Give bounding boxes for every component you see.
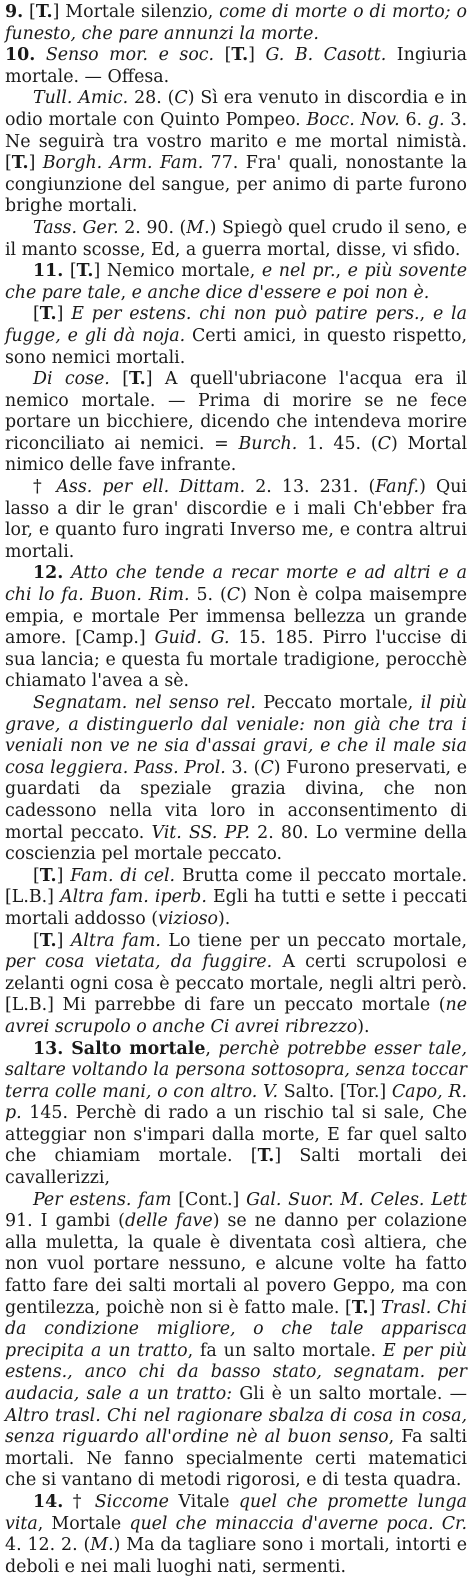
entry-11: 11. [T.] Nemico mortale, e nel pr., e più sovente che pare tale, e anche dice d'essere e poi non è. (5, 261, 468, 303)
entry-14: 14. † Siccome Vitale quel che promette lunga vita, Mortale quel che minaccia d'averne poca. Cr. 4. 12. 2. (M.) Ma da tagliare sono i mortali, intorti e deboli e nei mali luoghi nati, sermenti. (5, 1491, 467, 1577)
entry-10-citation-tass: Tass. Ger. 2. 90. (M.) Spiegò quel crudo il seno, e il manto scosse, Ed, a guerra mortal, disse, vi sfido. (5, 217, 468, 260)
entry-10: 10. Senso mor. e soc. [T.] G. B. Casott. Ingiuria mortale. — Offesa. (5, 45, 467, 87)
entry-11-di-cose: Di cose. [T.] A quell'ubriacone l'acqua era il nemico mortale. — Prima di morire se ne fece portare un bicchiere, dicendo che intendeva morire riconciliato ai nemici. = Burch. 1. 45. (C) Mortal nimico delle fave infrante. (5, 369, 468, 476)
entry-12-altra-fam: [T.] Altra fam. Lo tiene per un peccato mortale, per cosa vietata, da fuggire. A certi scrupolosi e zelanti ogni cosa è peccato mortale, negli altri però. [L.B.] Mi parrebbe di fare un peccato mortale (ne avrei scrupolo o anche Ci avrei ribrezzo). (5, 930, 467, 1037)
entry-9: 9. [T.] Mortale silenzio, come di morte o di morto; o funesto, che pare annunzi la morte. (5, 2, 467, 44)
entry-10-citation-tull: Tull. Amic. 28. (C) Sì era venuto in discordia e in odio mortale con Quinto Pompeo. Bocc. Nov. 6. g. 3. Ne seguirà tra vostro marito e me mortal nimistà. [T.] Borgh. Arm. Fam. 77. Fra' quali, nonostante la congiunzione del sangue, per animo di parte furono brighe mortali. (5, 88, 468, 217)
entry-12-fam-di-cel: [T.] Fam. di cel. Brutta come il peccato mortale. [L.B.] Altra fam. iperb. Egli ha tutti e sette i peccati mortali addosso (vizioso). (5, 865, 467, 929)
entry-12: 12. Atto che tende a recar morte e ad altri e a chi lo fa. Buon. Rim. 5. (C) Non è colpa maisempre empia, e mortale Per immensa bellezza un grande amore. [Camp.] Guid. G. 15. 185. Pirro l'uccise di sua lancia; e questa fu mortale tradigione, perocchè chiamato l'avea a sè. (5, 563, 468, 692)
entry-13-per-estens: Per estens. fam [Cont.] Gal. Suor. M. Celes. Lett 91. I gambi (delle fave) se ne danno per colazione alla muletta, la quale è diventata così altiera, che non vuol portare nessuno, e alcune volte ha fatto fatto fare dei salti mortali al povero Geppo, ma con gentilezza, poichè non si è fatto male. [T.] Trasl. Chi da condizione migliore, o che tale apparisca precipita a un tratto, fa un salto mortale. E per più estens., anco chi da basso stato, segnatam. per audacia, sale a un tratto: Gli è un salto mortale. — Altro trasl. Chi nel ragionare sbalza di cosa in cosa, senza riguardo all'ordine nè al buon senso, Fa salti mortali. Ne fanno specialmente certi matematici che si vantano di metodi rigorosi, e di testa quadra. (5, 1189, 468, 1491)
entry-12-peccato-mortale: Segnatam. nel senso rel. Peccato mortale, il più grave, a distinguerlo dal veniale: non già che tra i veniali non ve ne sia d'assai gravi, e che il male sia cosa leggiera. Pass. Prol. 3. (C) Furono preservati, e guardati da speziale grazia divina, che non cadessono nella vita loro in acconsentimento di mortal peccato. Vit. SS. PP. 2. 80. Lo vermine della coscienzia pel mortale peccato. (5, 693, 467, 865)
entry-11-ass-per-ell: † Ass. per ell. Dittam. 2. 13. 231. (Fanf.) Qui lasso a dir le gran' discordie e i mali Ch'ebber fra lor, e quanto furo ingrati Inverso me, e contra altrui mortali. (5, 477, 467, 562)
entry-11-estens: [T.] E per estens. chi non può patire pers., e la fugge, e gli dà noja. Certi amici, in questo rispetto, sono nemici mortali. (5, 304, 468, 368)
entry-13-salto-mortale: 13. Salto mortale, perchè potrebbe esser tale, saltare voltando la persona sottosopra, senza toccar terra colle mani, o con altro. V. Salto. [Tor.] Capo, R. p. 145. Perchè di rado a un rischio tal si sale, Che atteggiar non s'impari dalla morte, E far quel salto che chiamiam mortale. [T.] Salti mortali dei cavallerizzi, (5, 1038, 467, 1189)
